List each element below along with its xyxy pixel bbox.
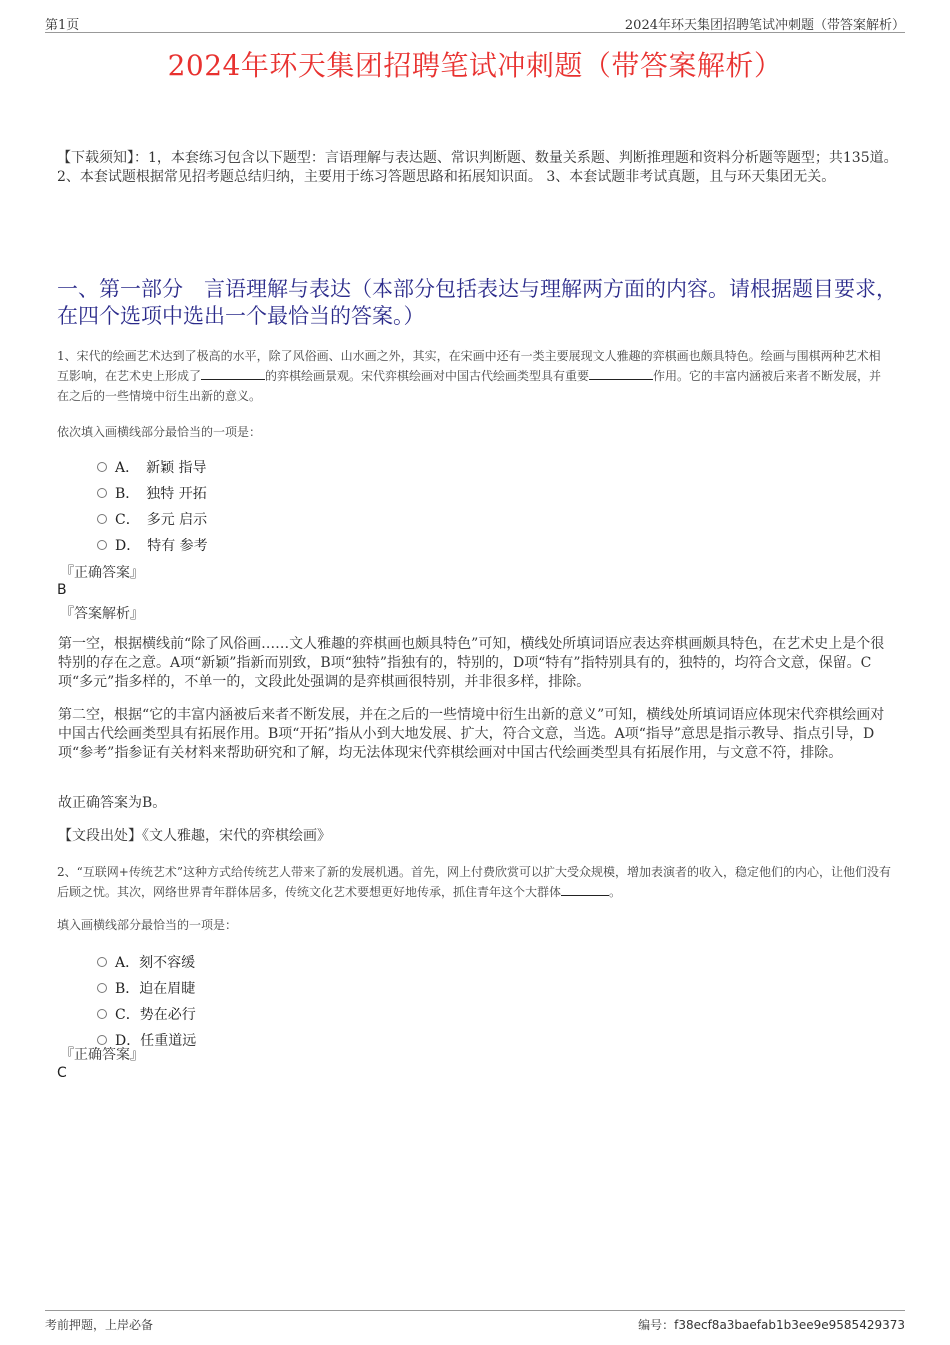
question-1-option-c[interactable]	[97, 509, 207, 529]
question-2-blank	[561, 882, 609, 896]
page-header	[45, 14, 905, 33]
option-label: C．势在必行	[115, 1007, 196, 1023]
question-1-blank-1	[201, 366, 265, 380]
radio-icon[interactable]	[97, 983, 107, 993]
question-1-answer: B	[57, 582, 67, 598]
question-1-analysis-conclusion: 故正确答案为B。	[58, 795, 167, 811]
section-heading: 一、第一部分 言语理解与表达（本部分包括表达与理解两方面的内容。请根据题目要求，在四个选项中选出一个最恰当的答案。）	[57, 277, 897, 328]
question-1-option-d[interactable]	[97, 535, 208, 555]
question-1-text-part2: 的弈棋绘画景观。宋代弈棋绘画对中国古代绘画类型具有重要	[265, 369, 590, 383]
radio-icon[interactable]	[97, 1009, 107, 1019]
option-label: B． 独特 开拓	[115, 486, 207, 502]
option-label: D． 特有 参考	[115, 538, 208, 554]
option-label: C． 多元 启示	[115, 512, 208, 528]
document-title: 2024年环天集团招聘笔试冲刺题（带答案解析）	[167, 49, 783, 82]
radio-icon[interactable]	[97, 957, 107, 967]
page-number: 第1页	[45, 18, 80, 33]
question-2-text-part2: 。	[609, 885, 622, 899]
question-1-analysis-para-1: 第一空，根据横线前“除了风俗画……文人雅趣的弈棋画也颇具特色”可知，横线处所填词语应表达弈棋画颇具特色，在艺术史上是个很特别的存在之意。A项“新颖”指新而别致，B项“独特”指独有的，特别的，D项“特有”指特别具有的，独特的，均符合文意，保留。C项“多元”指多样的，不单一的，文段此处强调的是弈棋画很特别，并非很多样，排除。	[58, 636, 885, 690]
radio-icon[interactable]	[97, 488, 107, 498]
question-1-blank-2	[589, 366, 653, 380]
option-label: D．任重道远	[115, 1033, 197, 1049]
question-1-analysis-para-2: 第二空，根据“它的丰富内涵被后来者不断发展，并在之后的一些情境中衍生出新的意义”可知，横线处所填词语应体现宋代弈棋绘画对中国古代绘画类型具有拓展作用。B项“开拓”指从小到大地发展、扩大，符合文意，当选。A项“指导”意思是指示教导、指点引导，D项“参考”指参证有关材料来帮助研究和了解，均无法体现宋代弈棋绘画对中国古代绘画类型具有拓展作用，与文意不符，排除。	[58, 707, 885, 761]
question-1-prompt: 依次填入画横线部分最恰当的一项是：	[57, 425, 262, 439]
option-label: B．迫在眉睫	[115, 981, 196, 997]
question-1-analysis-label: 『答案解析』	[60, 606, 144, 622]
footer-slogan: 考前押题，上岸必备	[45, 1318, 154, 1332]
header-doc-title: 2024年环天集团招聘笔试冲刺题（带答案解析）	[624, 18, 905, 33]
question-1-answer-label: 『正确答案』	[60, 565, 144, 581]
question-2-answer-label: 『正确答案』	[60, 1047, 144, 1063]
question-1-text	[57, 346, 892, 406]
question-2-option-b[interactable]	[97, 978, 195, 998]
question-2-text	[57, 862, 892, 902]
question-2-option-a[interactable]	[97, 952, 195, 972]
radio-icon[interactable]	[97, 540, 107, 550]
question-2-option-c[interactable]	[97, 1004, 196, 1024]
option-label: A．刻不容缓	[115, 955, 196, 971]
download-notice: 【下载须知】：1，本套练习包含以下题型：言语理解与表达题、常识判断题、数量关系题、判断推理题和资料分析题等题型；共135道。 2、本套试题根据常见招考题总结归纳，主要用于练习答题思路和拓展知识面。 3、本套试题非考试真题，且与环天集团无关。	[57, 150, 898, 185]
question-2-answer: C	[57, 1065, 67, 1081]
footer-doc-id: 编号：f38ecf8a3baefab1b3ee9e9585429373	[638, 1318, 905, 1332]
question-2-prompt: 填入画横线部分最恰当的一项是：	[57, 918, 238, 932]
question-1-text-part1: 1、宋代的绘画艺术达到了极高的水平，除了风俗画、山水画之外，其实，在宋画中还有一类主要展现文人雅趣的弈棋画也颇具特色。绘画与围棋两种艺术相互影响，在艺术史上形成了	[57, 349, 881, 383]
radio-icon[interactable]	[97, 514, 107, 524]
question-1-option-b[interactable]	[97, 483, 207, 503]
radio-icon[interactable]	[97, 462, 107, 472]
page-footer	[45, 1310, 905, 1331]
question-1-text-part3: 作用。它的丰富内涵被后来者不断发展，并在之后的一些情境中衍生出新的意义。	[57, 369, 882, 403]
question-1-source: 【文段出处】《文人雅趣，宋代的弈棋绘画》	[58, 828, 331, 844]
question-2-text-part1: 2、“互联网+传统艺术”这种方式给传统艺人带来了新的发展机遇。首先，网上付费欣赏可以扩大受众规模，增加表演者的收入，稳定他们的内心，让他们没有后顾之忧。其次，网络世界青年群体居多，传统文化艺术要想更好地传承，抓住青年这个大群体	[57, 865, 891, 899]
question-1-option-a[interactable]	[97, 457, 207, 477]
option-label: A． 新颖 指导	[115, 460, 207, 476]
